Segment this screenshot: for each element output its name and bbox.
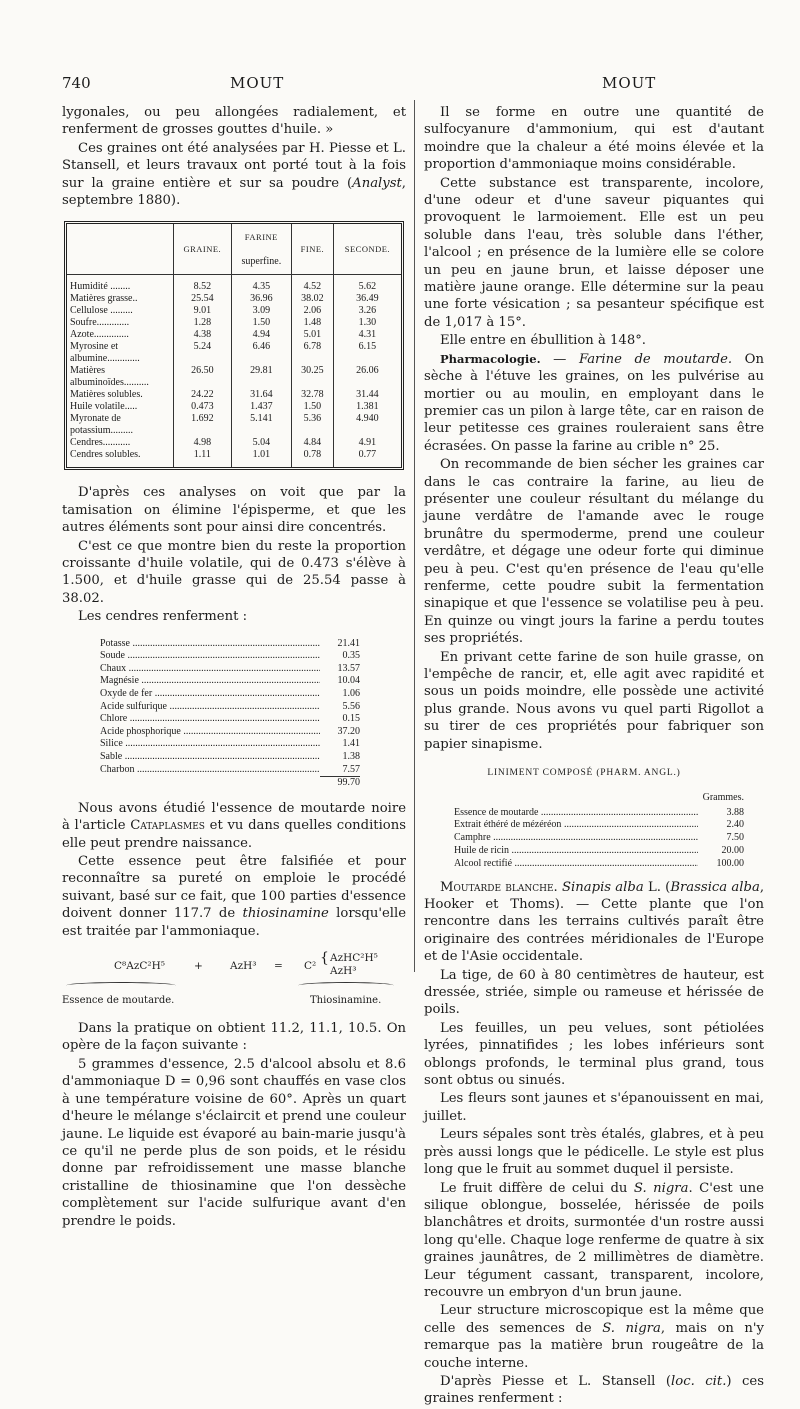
ash-total: 99.70 (320, 776, 360, 790)
item-name: Silice ..... (100, 738, 320, 751)
table-cell: 6.78 (292, 341, 334, 365)
item-value: 1.38 (342, 751, 360, 763)
table-cell: 1.30 (333, 317, 401, 329)
paragraph: En privant cette farine de son huile grasse, on l'empêche de rancir, et, elle agit avec rapidité et sous un poids moindre, elle possède une activité plus grande. Nous avons vu quel parti Rigollot a su tirer de ces propriétés pour fabriquer son papier sinapisme. (424, 649, 764, 752)
formula-reactant-1: C⁸AzC²H⁵ (114, 960, 165, 973)
paragraph: D'après Piesse et L. Stansell (loc. cit.) ces graines renferment : (424, 1373, 764, 1407)
table-cell: 4.94 (231, 329, 291, 341)
list-item (100, 764, 360, 777)
paragraph: Il se forme en outre une quantité de sulfocyanure d'ammonium, qui est d'autant moindre que la chaleur a été moins élevée et la proportion d'ammoniaque moins considérable. (424, 105, 764, 173)
item-name: Huile de ricin ..... (454, 845, 698, 858)
item-name: Magnésie ..... (100, 675, 320, 688)
item-value: 7.50 (726, 832, 744, 844)
item-value: 5.56 (342, 700, 360, 712)
item-value: 13.57 (337, 662, 360, 674)
paragraph: Dans la pratique on obtient 11.2, 11.1, 10.5. On opère de la façon suivante : (62, 1021, 406, 1054)
table-row (67, 365, 401, 389)
table-cell: 4.38 (174, 329, 232, 341)
table-cell: 25.54 (174, 293, 232, 305)
right-column (424, 104, 764, 1409)
list-item (100, 650, 360, 663)
table-cell: 24.22 (174, 389, 232, 401)
paragraph: La tige, de 60 à 80 centimètres de hauteur, est dressée, striée, simple ou rameuse et hérissée de poils. (424, 967, 764, 1018)
item-value: 21.41 (337, 637, 360, 649)
table-cell: 6.46 (231, 341, 291, 365)
table-cell: 0.77 (333, 449, 401, 467)
paragraph: Moutarde blanche. Sinapis alba L. (Brassica alba, Hooker et Thoms). — Cette plante que l'on rencontre dans les terrains cultivés paraît être originaire des contrées méridionales de l'Europe et de l'Asie occidentale. (424, 879, 765, 965)
list-item (454, 832, 744, 845)
table-header: GRAINE. (174, 224, 232, 275)
item-name: Alcool rectifié ..... (454, 858, 698, 871)
item-name: Sable ..... (100, 751, 320, 764)
paragraph: Les cendres renferment : (78, 609, 248, 625)
row-label: Cellulose ......... (70, 305, 133, 317)
formula-product-1: AzHC²H⁵ (330, 952, 378, 965)
list-item (100, 663, 360, 676)
formula-label-right: Thiosinamine. (310, 995, 382, 1007)
table-row (67, 275, 401, 294)
underbrace-right (298, 982, 394, 989)
paragraph: D'après ces analyses on voit que par la tamisation on élimine l'épisperme, et que les autres éléments sont pour ainsi dire concentrés. (62, 485, 406, 536)
item-name: Extrait éthéré de mézéréon ..... (454, 819, 698, 832)
table-cell: 31.44 (333, 389, 401, 401)
table-row (67, 389, 401, 401)
page-number: 740 (62, 74, 91, 92)
paragraph: Pharmacologie. — Farine de moutarde. On sèche à l'étuve les graines, on les pulvérise au mortier ou au moulin, en employant dans le premier cas un pilon à large tête, car en raison de leur petitesse ces graines rouleraient sans être écrasées. On passe la farine au crible n° 25. (424, 351, 764, 454)
left-column (62, 104, 406, 1231)
list-item (100, 726, 360, 739)
table-cell: 32.78 (292, 389, 334, 401)
paragraph: C'est ce que montre bien du reste la proportion croissante d'huile volatile, qui de 0.473 s'élève à 1.500, et d'huile grasse qui de 25.54 passe à 38.02. (62, 538, 406, 606)
table-cell: 1.381 (333, 401, 401, 413)
table-header: FINE. (292, 224, 334, 275)
formula-c: C² (304, 960, 317, 973)
item-value: 1.06 (342, 688, 360, 700)
formula-reactant-2: AzH³ (230, 960, 257, 973)
item-value: 37.20 (337, 725, 360, 737)
row-label: Myrosine et albumine............. (70, 341, 140, 365)
liniment-unit: Grammes. (702, 791, 744, 803)
table-cell: 5.01 (292, 329, 334, 341)
list-item (454, 819, 744, 832)
table-cell: 26.50 (174, 365, 232, 389)
table-row (67, 293, 401, 305)
row-label: Matières grasse.. (70, 293, 138, 305)
row-label: Myronate de potassium......... (70, 413, 134, 437)
table-cell: 5.62 (333, 275, 401, 294)
paragraph: On recommande de bien sécher les graines car dans le cas contraire la farine, au lieu de présenter une couleur résultant du mélange du jaune verdâtre de l'amande avec le rouge brunâtre du spermoderme, prend une couleur verdâtre, et dégage une odeur forte qui diminue peu à peu. C'est qu'en présence de l'eau qu'elle renferme, cette poudre subit la fermentation sinapique et que l'essence se volatilise peu à peu. En quinze ou vingt jours la farine a perdu toutes ses propriétés. (424, 457, 764, 647)
table-cell: 1.11 (174, 449, 232, 467)
item-name: Acide phosphorique ..... (100, 726, 320, 739)
item-name: Chaux ..... (100, 663, 320, 676)
running-title-right: MOUT (602, 74, 657, 92)
table-cell: 4.98 (174, 437, 232, 449)
list-item (100, 738, 360, 751)
table-row (67, 413, 401, 437)
table-cell: 26.06 (333, 365, 401, 389)
row-label: Humidité ........ (70, 281, 131, 293)
table-row (67, 329, 401, 341)
row-label: Huile volatile..... (70, 401, 138, 413)
table-cell: 36.96 (231, 293, 291, 305)
paragraph: Leur structure microscopique est la même que celle des semences de S. nigra, mais on n'y remarque pas la matière brun rougeâtre de la couche interne. (424, 1303, 764, 1371)
table-cell: 1.50 (231, 317, 291, 329)
table-cell: 4.35 (231, 275, 291, 294)
row-label: Cendres........... (70, 437, 131, 449)
table-cell: 36.49 (333, 293, 401, 305)
item-name: Soude ..... (100, 650, 320, 663)
formula-label-left: Essence de moutarde. (62, 995, 175, 1007)
table-cell: 2.06 (292, 305, 334, 317)
list-item (100, 713, 360, 726)
table-corner (67, 224, 174, 275)
table-cell: 3.09 (231, 305, 291, 317)
list-item (100, 688, 360, 701)
table-cell: 4.31 (333, 329, 401, 341)
item-name: Oxyde de fer ..... (100, 688, 320, 701)
item-name: Charbon ..... (100, 764, 320, 777)
item-name: Chlore ..... (100, 713, 320, 726)
table-row (67, 401, 401, 413)
row-label: Soufre............. (70, 317, 130, 329)
table-header: SECONDE. (333, 224, 401, 275)
table-cell: 4.940 (333, 413, 401, 437)
table-cell: 6.15 (333, 341, 401, 365)
paragraph: 5 grammes d'essence, 2.5 d'alcool absolu et 8.6 d'ammoniaque D = 0,96 sont chauffés en vase clos à une température voisine de 60°. Après un quart d'heure le mélange s'éclaircit et prend une couleur jaune. Le liquide est évaporé au bain-marie jusqu'à ce qu'il ne perde plus de son poids, et le résidu donne par refroidissement une masse blanche cristalline de thiosinamine que l'on dessèche complètement sur l'acide sulfurique avant d'en prendre le poids. (62, 1056, 406, 1229)
table-cell: 1.01 (231, 449, 291, 467)
list-item (454, 845, 744, 858)
row-label: Matières solubles. (70, 389, 143, 401)
paragraph: Les fleurs sont jaunes et s'épanouissent en mai, juillet. (424, 1091, 764, 1124)
liniment-title: LINIMENT COMPOSÉ (PHARM. ANGL.) (487, 768, 681, 779)
table-cell: 1.28 (174, 317, 232, 329)
analysis-table (64, 221, 404, 470)
table-header: FARINE superfine. (231, 224, 291, 275)
formula-brace: { (320, 950, 329, 967)
list-item (454, 858, 744, 871)
table-row (67, 341, 401, 365)
table-row (67, 305, 401, 317)
chemical-formula (62, 950, 406, 1012)
item-value: 10.04 (337, 675, 360, 687)
paragraph: Nous avons étudié l'essence de moutarde noire à l'article Cataplasmes et vu dans quelles conditions elle peut prendre naissance. (62, 800, 407, 851)
item-name: Potasse ..... (100, 638, 320, 651)
running-title-left: MOUT (230, 74, 285, 92)
table-cell: 31.64 (231, 389, 291, 401)
table-row (67, 317, 401, 329)
list-item (100, 638, 360, 651)
table-cell: 1.50 (292, 401, 334, 413)
table-cell: 4.84 (292, 437, 334, 449)
table-row (67, 449, 401, 467)
paragraph: Elle entre en ébullition à 148°. (440, 333, 646, 349)
underbrace-left (66, 982, 176, 989)
table-cell: 1.437 (231, 401, 291, 413)
item-value: 1.41 (342, 738, 360, 750)
item-value: 2.40 (726, 819, 744, 831)
table-cell: 4.52 (292, 275, 334, 294)
item-name: Acide sulfurique ..... (100, 701, 320, 714)
item-value: 100.00 (716, 857, 744, 869)
table-cell: 5.04 (231, 437, 291, 449)
paragraph: Cette essence peut être falsifiée et pour reconnaître sa pureté on emploie le procédé suivant, basé sur ce fait, que 100 parties d'essence doivent donner 117.7 de thiosinamine lorsqu'elle est traitée par l'ammoniaque. (62, 854, 407, 939)
item-value: 7.57 (342, 763, 360, 775)
list-item (100, 751, 360, 764)
table-cell: 0.473 (174, 401, 232, 413)
ash-composition-list (100, 638, 360, 790)
row-label: Cendres solubles. (70, 449, 141, 461)
row-label: Matières albuminoïdes.......... (70, 365, 149, 389)
table-cell: 1.48 (292, 317, 334, 329)
table-cell: 30.25 (292, 365, 334, 389)
liniment-recipe (454, 767, 744, 871)
formula-plus: + (194, 960, 203, 973)
item-name: Essence de moutarde ..... (454, 807, 698, 820)
paragraph: Cette substance est transparente, incolore, d'une odeur et d'une saveur piquantes qui provoquent le larmoiement. Elle est un peu soluble dans l'eau, très soluble dans l'éther, l'alcool ; en présence de la lumière elle se colore un peu en jaune brun, et laisse déposer une matière jaune orange. Elle détermine sur la peau une forte vésication ; sa pesanteur spécifique est de 1,017 à 15°. (424, 175, 764, 330)
table-cell: 4.91 (333, 437, 401, 449)
table-cell: 3.26 (333, 305, 401, 317)
table-cell: 9.01 (174, 305, 232, 317)
table-cell: 5.24 (174, 341, 232, 365)
paragraph: Le fruit diffère de celui du S. nigra. C'est une silique oblongue, bosselée, hérissée de poils blanchâtres et droits, surmontée d'un rostre aussi long qu'elle. Chaque loge renferme de quatre à six graines jaunâtres, de 2 millimètres de diamètre. Leur tégument cassant, transparent, incolore, recouvre un embryon d'un brun jaune. (424, 1180, 764, 1300)
column-divider (414, 100, 415, 972)
table-cell: 38.02 (292, 293, 334, 305)
item-value: 20.00 (721, 845, 744, 857)
paragraph: Ces graines ont été analysées par H. Piesse et L. Stansell, et leurs travaux ont porté tout à la fois sur la graine entière et sur sa poudre (Analyst, septembre 1880). (62, 140, 406, 209)
item-name: Camphre ..... (454, 832, 698, 845)
table-cell: 5.36 (292, 413, 334, 437)
table-cell: 0.78 (292, 449, 334, 467)
table-cell: 8.52 (174, 275, 232, 294)
formula-product-2: AzH³ (330, 965, 357, 978)
row-label: Azote.............. (70, 329, 129, 341)
list-item (100, 675, 360, 688)
table-cell: 29.81 (231, 365, 291, 389)
paragraph: Les feuilles, un peu velues, sont pétiolées lyrées, pinnatifides ; les lobes inférieurs sont oblongs profonds, le terminal plus grand, tous sont obtus ou sinués. (424, 1020, 764, 1089)
list-item (100, 701, 360, 714)
item-value: 0.15 (342, 713, 360, 725)
page-header (62, 74, 742, 96)
item-value: 0.35 (342, 650, 360, 662)
table-cell: 1.692 (174, 413, 232, 437)
item-value: 3.88 (726, 806, 744, 818)
formula-equals: = (274, 960, 283, 973)
table-cell: 5.141 (231, 413, 291, 437)
paragraph: Leurs sépales sont très étalés, glabres, et à peu près aussi longs que le pédicelle. Le style est plus long que le fruit au sommet duquel il persiste. (424, 1127, 764, 1178)
list-item (454, 807, 744, 820)
table-row (67, 437, 401, 449)
paragraph: lygonales, ou peu allongées radialement, et renferment de grosses gouttes d'huile. » (62, 105, 406, 138)
